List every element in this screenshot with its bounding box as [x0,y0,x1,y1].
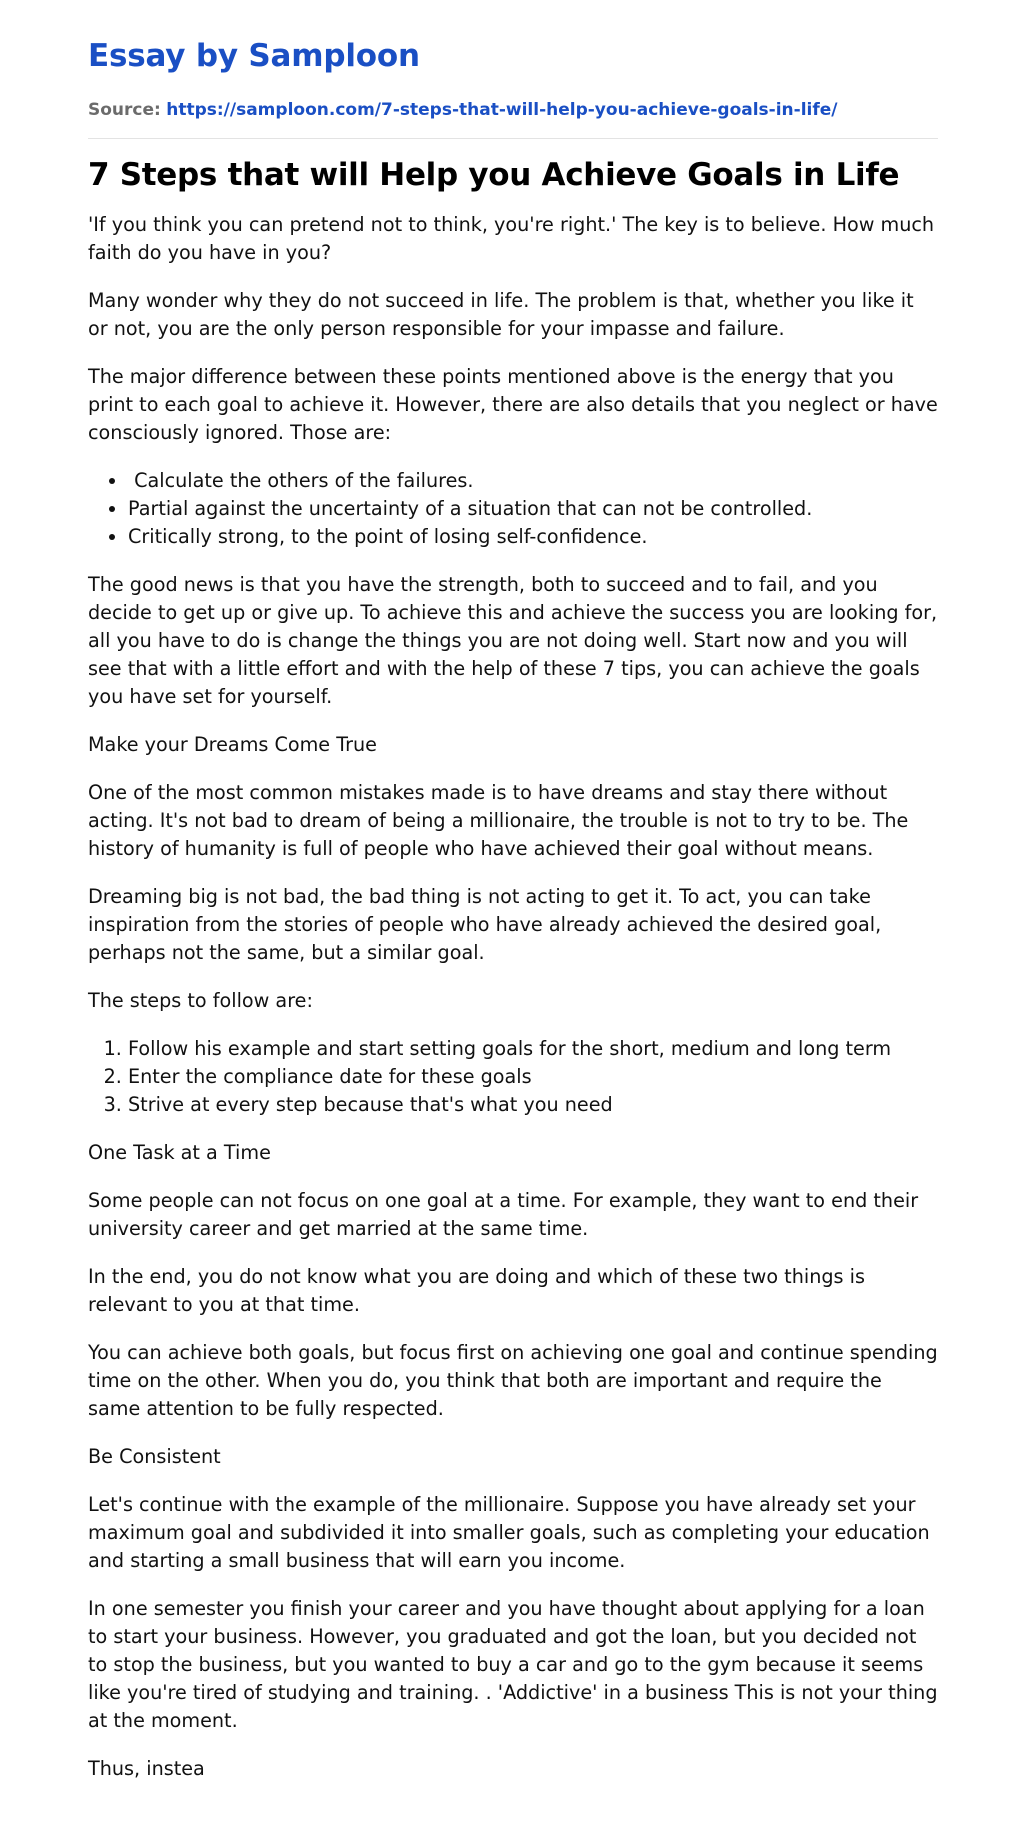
paragraph: In one semester you finish your career and you have thought about applying for a loan to start your business. However, you graduated and got the loan, but you decided not to stop the business, but you wanted to buy a car and go to the gym because it seems like you're tired of studying and training. . 'Addictive' in a business This is not your thing at the moment. [88,1597,938,1732]
numbered-list [88,1035,938,1119]
article-title: 7 Steps that will Help you Achieve Goals in Life [88,157,900,193]
brand-title: Essay by Samploon [88,38,420,74]
list-item: 3. Strive at every step because that's what you need [128,1091,938,1119]
source-label: Source: [88,100,161,120]
paragraph: One of the most common mistakes made is to have dreams and stay there without acting. It's not bad to dream of being a millionaire, the trouble is not to try to be. The history of humanity is full of people who have achieved their goal without means. [88,781,909,860]
list-item: • Critically strong, to the point of losing self-confidence. [128,523,938,551]
section-heading-dreams: Make your Dreams Come True [88,733,377,756]
list-item: • Partial against the uncertainty of a situation that can not be controlled. [128,495,938,523]
paragraph: Some people can not focus on one goal at a time. For example, they want to end their university career and get married at the same time. [88,1189,919,1240]
list-item: 2. Enter the compliance date for these goals [128,1063,938,1091]
source-line [88,98,938,122]
paragraph: In the end, you do not know what you are doing and which of these two things is relevant to you at that time. [88,1265,865,1316]
paragraph: 'If you think you can pretend not to think, you're right.' The key is to believe. How much faith do you have in you? [88,213,935,264]
paragraph: Thus, instea [88,1757,205,1780]
paragraph: You can achieve both goals, but focus first on achieving one goal and continue spending time on the other. When you do, you think that both are important and require the same attention to be fully respected. [88,1341,938,1420]
list-item: • Calculate the others of the failures. [128,467,938,495]
bullet-list [88,467,938,551]
list-item: 1. Follow his example and start setting goals for the short, medium and long term [128,1035,938,1063]
paragraph: The good news is that you have the strength, both to succeed and to fail, and you decide to get up or give up. To achieve this and achieve the success you are looking for, all you have to do is change the things you are not doing well. Start now and you will see that with a little effort and with the help of these 7 tips, you can achieve the goals you have set for yourself. [88,573,938,708]
paragraph: Many wonder why they do not succeed in life. The problem is that, whether you like it or not, you are the only person responsible for your impasse and failure. [88,289,914,340]
essay-page [88,0,938,1803]
section-heading-consistent: Be Consistent [88,1445,221,1468]
paragraph: The steps to follow are: [88,989,313,1012]
section-heading-task: One Task at a Time [88,1141,271,1164]
article-body [88,211,938,1783]
paragraph: Let's continue with the example of the millionaire. Suppose you have already set your maximum goal and subdivided it into smaller goals, such as completing your education and starting a small business that will earn you income. [88,1493,930,1572]
header-divider [88,138,938,139]
source-link[interactable]: https://samploon.com/7-steps-that-will-help-you-achieve-goals-in-life/ [166,100,838,120]
paragraph: The major difference between these points mentioned above is the energy that you print to each goal to achieve it. However, there are also details that you neglect or have consciously ignored. Those are: [88,365,938,444]
paragraph: Dreaming big is not bad, the bad thing is not acting to get it. To act, you can take inspiration from the stories of people who have already achieved the desired goal, perhaps not the same, but a similar goal. [88,885,882,964]
